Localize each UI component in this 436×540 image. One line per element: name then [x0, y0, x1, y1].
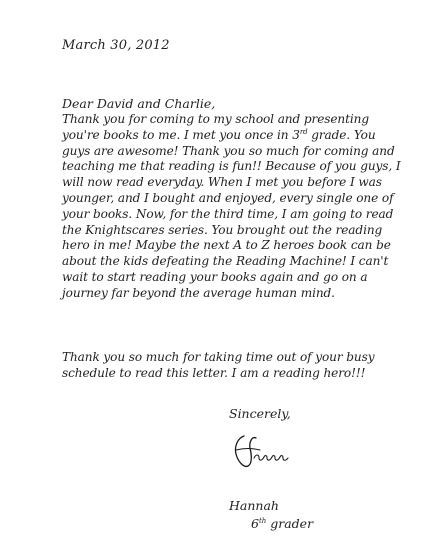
body-line: guys are awesome! Thank you so much for coming and	[62, 143, 395, 158]
body-line: Thank you for coming to my school and presenting	[62, 112, 369, 126]
signer-name: Hannah	[229, 498, 279, 513]
body-line: hero in me! Maybe the next A to Z heroes book can be	[62, 238, 391, 253]
grade-label: grader	[266, 516, 314, 531]
closing: Sincerely,	[229, 406, 291, 421]
grade-number: 6	[251, 516, 259, 531]
body-line: schedule to read this letter. I am a reading hero!!!	[62, 365, 366, 380]
body-line: wait to start reading your books again and go on a	[62, 269, 368, 284]
body-line: the Knightscares series. You brought out the reading	[62, 222, 383, 237]
salutation: Dear David and Charlie,	[62, 96, 216, 111]
body-line-text: grade. You	[307, 127, 376, 142]
signer-grade	[251, 516, 313, 531]
body-paragraph-2	[62, 350, 434, 382]
body-line: journey far beyond the average human mind.	[62, 285, 335, 300]
body-paragraph-1	[62, 112, 434, 302]
body-line-text: you're books to me. I met you once in 3	[62, 127, 300, 142]
body-line	[62, 128, 434, 144]
handwritten-signature	[222, 428, 302, 478]
ordinal-suffix: th	[258, 516, 267, 525]
body-line: will now read everyday. When I met you before I was	[62, 175, 382, 190]
body-line: Thank you so much for taking time out of your busy	[62, 350, 375, 364]
body-line: about the kids defeating the Reading Machine! I can't	[62, 254, 389, 269]
body-line: younger, and I bought and enjoyed, every single one of	[62, 190, 394, 205]
body-line: teaching me that reading is fun!! Because of you guys, I	[62, 159, 401, 174]
letter-date: March 30, 2012	[62, 38, 170, 53]
body-line: your books. Now, for the third time, I am going to read	[62, 206, 394, 221]
ordinal-suffix: rd	[299, 127, 308, 136]
